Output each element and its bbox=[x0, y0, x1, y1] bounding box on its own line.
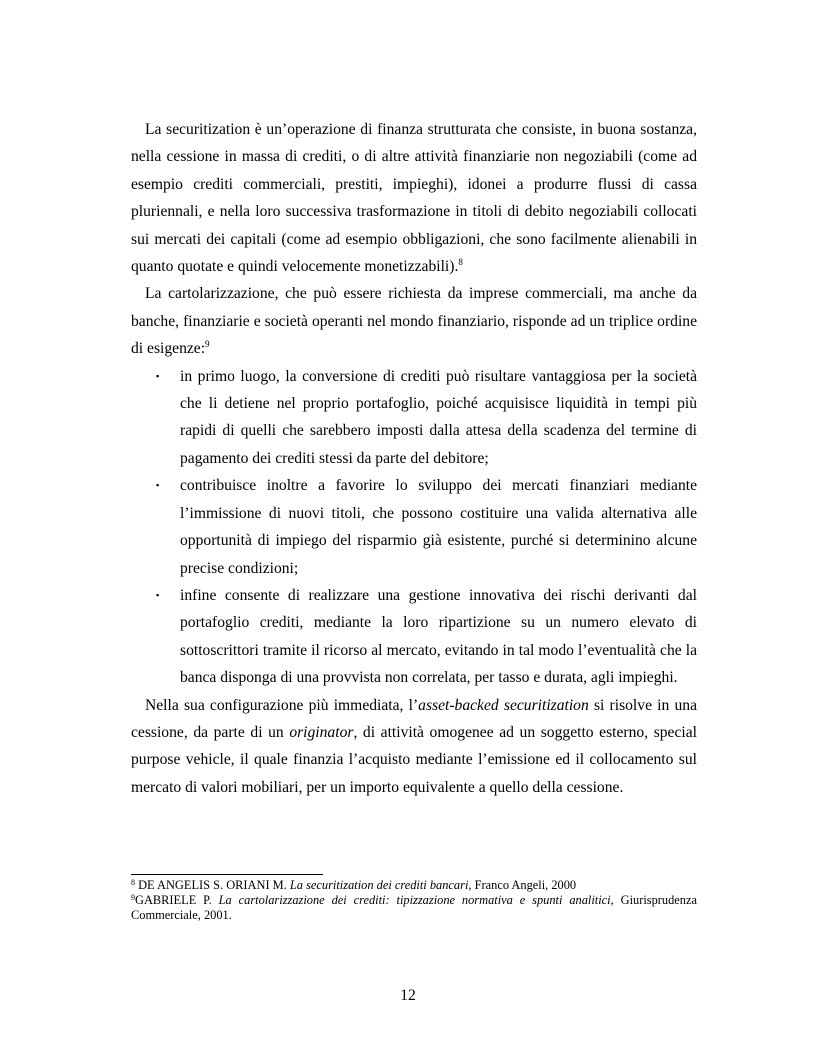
paragraph-text: , di attività omogenee ad un soggetto esterno, special purpose vehicle, il quale finanzia l’acquisto mediante l’emissione ed il collocamento sul mercato di valori mobiliari, per un importo equivalente a quello della cessione. bbox=[131, 723, 697, 796]
footnote-publisher: , Giurisprudenza Commerciale, 2001. bbox=[131, 893, 697, 922]
list-item-text: contribuisce inoltre a favorire lo sviluppo dei mercati finanziari mediante l’immissione di nuovi titoli, che possono costituire una valida alternativa alle opportunità di impiego del risparmio già esistente, purché si determinino alcune precise condizioni; bbox=[180, 477, 697, 577]
paragraph-cartolarizzazione bbox=[131, 280, 697, 362]
list-item bbox=[131, 582, 697, 692]
page-number: 12 bbox=[400, 987, 416, 1004]
italic-term-asset-backed: asset-backed securitization bbox=[418, 696, 589, 714]
list-item-text: in primo luogo, la conversione di crediti può risultare vantaggiosa per la società che li detiene nel proprio portafoglio, poiché acquisisce liquidità in tempi più rapidi di quelli che sarebbero imposti dalla attesa della scadenza del termine di pagamento dei crediti stessi da parte del debitore; bbox=[180, 367, 697, 467]
footnote-ref-9[interactable]: 9 bbox=[205, 339, 210, 350]
list-item bbox=[131, 363, 697, 473]
list-item-text: infine consente di realizzare una gestione innovativa dei rischi derivanti dal portafoglio crediti, mediante la loro ripartizione su un numero elevato di sottoscrittori tramite il ricorso al mercato, evitando in tal modo l’eventualità che la banca disponga di una provvista non correlata, per tasso e durata, agli impieghi. bbox=[180, 586, 697, 687]
footnote-title: La securitization dei crediti bancari bbox=[289, 878, 469, 892]
paragraph-text: La cartolarizzazione, che può essere richiesta da imprese commerciali, ma anche da banche, finanziarie e società operanti nel mondo finanziario, risponde ad un triplice ordine di esigenze: bbox=[131, 285, 697, 358]
footnote-title: La cartolarizzazione dei crediti: tipizzazione normativa e spunti analitici bbox=[218, 893, 611, 907]
footnote-8 bbox=[131, 878, 697, 893]
footnote-ref-8[interactable]: 8 bbox=[458, 257, 463, 268]
square-bullet-icon: ▪ bbox=[156, 480, 160, 491]
footnotes bbox=[131, 874, 697, 923]
list-item bbox=[131, 472, 697, 582]
footnote-9 bbox=[131, 893, 697, 923]
square-bullet-icon: ▪ bbox=[156, 589, 160, 600]
paragraph-securitization-definition bbox=[131, 116, 697, 280]
paragraph-asset-backed bbox=[131, 692, 697, 802]
footnote-author: GABRIELE P. bbox=[135, 893, 219, 907]
paragraph-text: si risolve in una cessione, da parte di un bbox=[131, 696, 697, 741]
footnote-divider bbox=[131, 874, 323, 875]
footnote-number: 8 bbox=[131, 878, 135, 887]
square-bullet-icon: ▪ bbox=[156, 370, 160, 381]
bullet-list-esigenze bbox=[131, 363, 697, 692]
footnote-publisher: , Franco Angeli, 2000 bbox=[468, 878, 577, 892]
paragraph-text: Nella sua configurazione più immediata, l’ bbox=[145, 696, 419, 714]
footnote-author: DE ANGELIS S. ORIANI M. bbox=[135, 878, 290, 892]
page-body bbox=[131, 116, 697, 801]
paragraph-text: La securitization è un’operazione di finanza strutturata che consiste, in buona sostanza, nella cessione in massa di crediti, o di altre attività finanziarie non negoziabili (come ad esempio crediti commerciali, prestiti, impieghi), idonei a produrre flussi di cassa pluriennali, e nella loro successiva trasformazione in titoli di debito negoziabili collocati sui mercati dei capitali (come ad esempio obbligazioni, che sono facilmente alienabili in quanto quotate e quindi velocemente monetizzabili). bbox=[131, 121, 697, 276]
footnote-number: 9 bbox=[131, 893, 135, 902]
italic-term-originator: originator bbox=[289, 723, 354, 741]
